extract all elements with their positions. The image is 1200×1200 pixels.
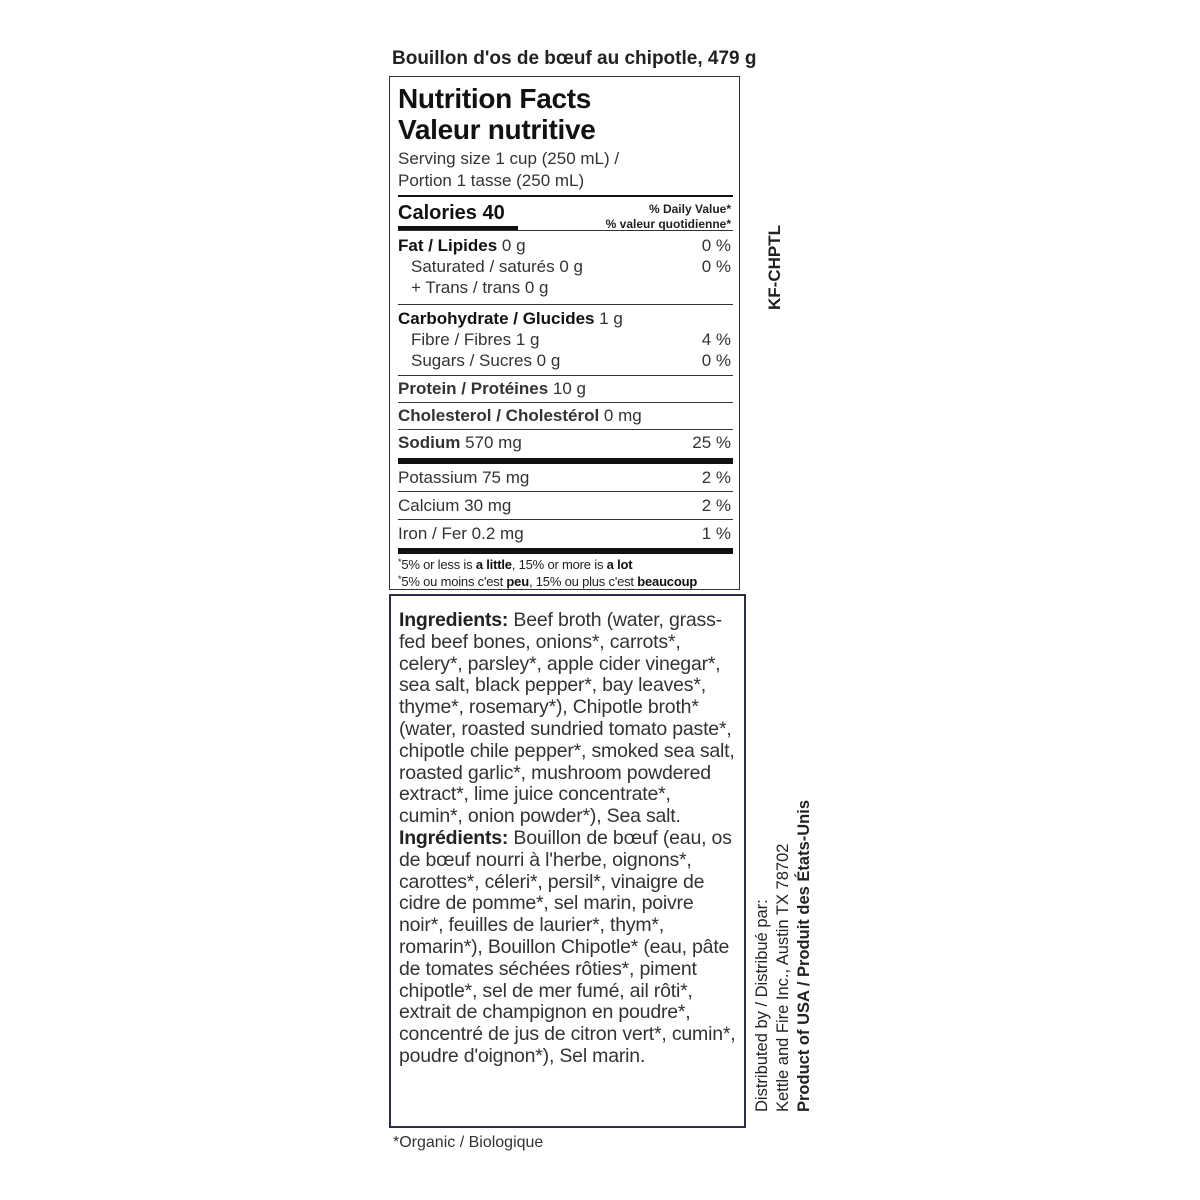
product-title: Bouillon d'os de bœuf au chipotle, 479 g bbox=[392, 48, 757, 69]
distributor-line-1: Distributed by / Distribué par: bbox=[753, 899, 771, 1112]
ingredients-en: Beef broth (water, grass-fed beef bones, onions*, carrots*, celery*, parsley*, apple cider vinegar*, sea salt, black pepper*, bay leaves*, thyme*, rosemary*), Chipotle broth* (water, roasted sundried tomato paste*, chipotle chile pepper*, smoked sea salt, roasted garlic*, mushroom powdered extract*, lime juice concentrate*, cumin*, onion powder*), Sea salt. bbox=[399, 609, 735, 828]
organic-note: *Organic / Biologique bbox=[393, 1134, 544, 1151]
potassium-label: Potassium 75 mg bbox=[398, 468, 530, 487]
cholesterol-amount: 0 mg bbox=[599, 406, 642, 425]
fat-amount: 0 g bbox=[497, 236, 526, 255]
ingredients-fr: Bouillon de bœuf (eau, os de bœuf nourri à l'herbe, oignons*, carottes*, céleri*, persil*, vinaigre de cidre de pomme*, sel marin, poivre noir*, feuilles de laurier*, thym*, romarin*), Bouillon Chipotle* (eau, pâte de tomates séchées rôties*, piment chipotle*, sel de mer fumé, ail rôti*, extrait de champignon en poudre*, concentré de jus de citron vert*, cumin*, poudre d'oignon*), Sel marin. bbox=[399, 826, 736, 1067]
ingredients-label-en: Ingredients: bbox=[399, 609, 509, 631]
carb-row bbox=[398, 308, 733, 329]
serving-size-fr: Portion 1 tasse (250 mL) bbox=[398, 171, 585, 190]
calories-row bbox=[398, 197, 733, 230]
nutrition-title-fr: Valeur nutritive bbox=[398, 114, 596, 145]
protein-label: Protein / Protéines bbox=[398, 379, 549, 398]
protein-row bbox=[398, 376, 733, 402]
iron-label: Iron / Fer 0.2 mg bbox=[398, 524, 524, 543]
fat-label: Fat / Lipides bbox=[398, 236, 498, 255]
fat-pct: 0 % bbox=[701, 236, 731, 255]
ingredients-label-fr: Ingrédients: bbox=[399, 826, 509, 849]
footnote-en: *5% or less is a little, 15% or more is a lot bbox=[398, 557, 633, 572]
fibre-pct: 4 % bbox=[701, 330, 731, 349]
sugars-row bbox=[398, 350, 733, 375]
daily-value-header bbox=[606, 202, 731, 232]
serving-size-en: Serving size 1 cup (250 mL) / bbox=[398, 149, 620, 168]
nutrition-facts-table bbox=[389, 76, 740, 590]
saturated-label: Saturated / saturés 0 g bbox=[411, 257, 583, 276]
fibre-row bbox=[398, 329, 733, 350]
calories-label: Calories 40 bbox=[398, 202, 505, 224]
calcium-pct: 2 % bbox=[701, 496, 731, 515]
fat-block bbox=[398, 231, 733, 304]
saturated-row bbox=[398, 256, 733, 277]
footnote bbox=[398, 554, 733, 590]
distributor-line-2: Kettle and Fire Inc., Austin TX 78702 bbox=[774, 843, 792, 1112]
potassium-row bbox=[398, 464, 733, 491]
cholesterol-label: Cholesterol / Cholestérol bbox=[398, 406, 600, 425]
carb-amount: 1 g bbox=[594, 309, 623, 328]
potassium-pct: 2 % bbox=[701, 468, 731, 487]
sodium-row bbox=[398, 430, 733, 456]
footnote-fr: *5% ou moins c'est peu, 15% ou plus c'est beaucoup bbox=[398, 574, 698, 589]
sodium-pct: 25 % bbox=[692, 433, 731, 452]
nutrition-title-en: Nutrition Facts bbox=[398, 83, 592, 114]
carb-label: Carbohydrate / Glucides bbox=[398, 309, 595, 328]
fibre-label: Fibre / Fibres 1 g bbox=[411, 330, 540, 349]
calories-underline bbox=[398, 226, 518, 230]
serving-size bbox=[398, 148, 733, 192]
sodium-label: Sodium bbox=[398, 433, 461, 452]
fat-row bbox=[398, 235, 733, 256]
trans-label: + Trans / trans 0 g bbox=[411, 278, 549, 297]
sugars-pct: 0 % bbox=[701, 351, 731, 370]
calcium-label: Calcium 30 mg bbox=[398, 496, 512, 515]
protein-amount: 10 g bbox=[548, 379, 587, 398]
trans-row bbox=[398, 277, 733, 304]
iron-pct: 1 % bbox=[701, 524, 731, 543]
iron-row bbox=[398, 520, 733, 547]
distributor-info bbox=[752, 800, 815, 1112]
distributor-line-3: Product of USA / Produit des États-Unis bbox=[795, 800, 813, 1112]
saturated-pct: 0 % bbox=[701, 257, 731, 276]
cholesterol-row bbox=[398, 403, 733, 429]
daily-value-header-fr: % valeur quotidienne* bbox=[605, 217, 731, 231]
calcium-row bbox=[398, 492, 733, 519]
sodium-amount: 570 mg bbox=[460, 433, 522, 452]
daily-value-header-en: % Daily Value* bbox=[648, 202, 731, 216]
sugars-label: Sugars / Sucres 0 g bbox=[411, 351, 561, 370]
product-code: KF-CHPTL bbox=[765, 225, 784, 310]
carb-block bbox=[398, 305, 733, 375]
ingredients-box bbox=[389, 594, 746, 1128]
ingredients-text bbox=[399, 610, 738, 1068]
